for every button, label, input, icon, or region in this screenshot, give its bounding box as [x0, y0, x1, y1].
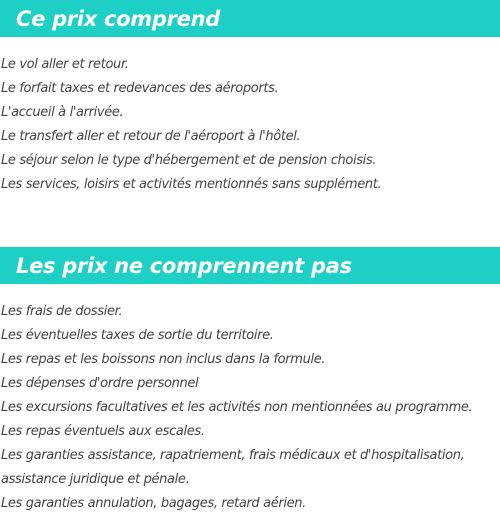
excluded-section-title: Les prix ne comprennent pas — [16, 253, 352, 278]
included-item: L'accueil à l'arrivée. — [1, 105, 124, 120]
included-item: Les services, loisirs et activités mentionnés sans supplément. — [1, 177, 382, 192]
excluded-item: Les garanties assistance, rapatriement, frais médicaux et d'hospitalisation, — [1, 448, 465, 463]
excluded-item: Les garanties annulation, bagages, retard aérien. — [1, 496, 306, 511]
included-item: Le forfait taxes et redevances des aéroports. — [1, 81, 279, 96]
included-item: Le séjour selon le type d'hébergement et de pension choisis. — [1, 153, 377, 168]
excluded-item: Les excursions facultatives et les activités non mentionnées au programme. — [1, 400, 473, 415]
included-section-title: Ce prix comprend — [16, 6, 220, 31]
excluded-item: Les repas éventuels aux escales. — [1, 424, 205, 439]
excluded-item: Les dépenses d'ordre personnel — [1, 376, 199, 391]
excluded-item: assistance juridique et pénale. — [1, 472, 190, 487]
excluded-item: Les frais de dossier. — [1, 304, 123, 319]
excluded-item: Les éventuelles taxes de sortie du territoire. — [1, 328, 274, 343]
included-item: Le vol aller et retour. — [1, 57, 129, 72]
included-items-list — [1, 53, 499, 197]
excluded-item: Les repas et les boissons non inclus dans la formule. — [1, 352, 326, 367]
included-section-header — [0, 0, 500, 37]
excluded-section-header — [0, 247, 500, 284]
excluded-items-list — [1, 300, 499, 516]
included-item: Le transfert aller et retour de l'aéroport à l'hôtel. — [1, 129, 301, 144]
